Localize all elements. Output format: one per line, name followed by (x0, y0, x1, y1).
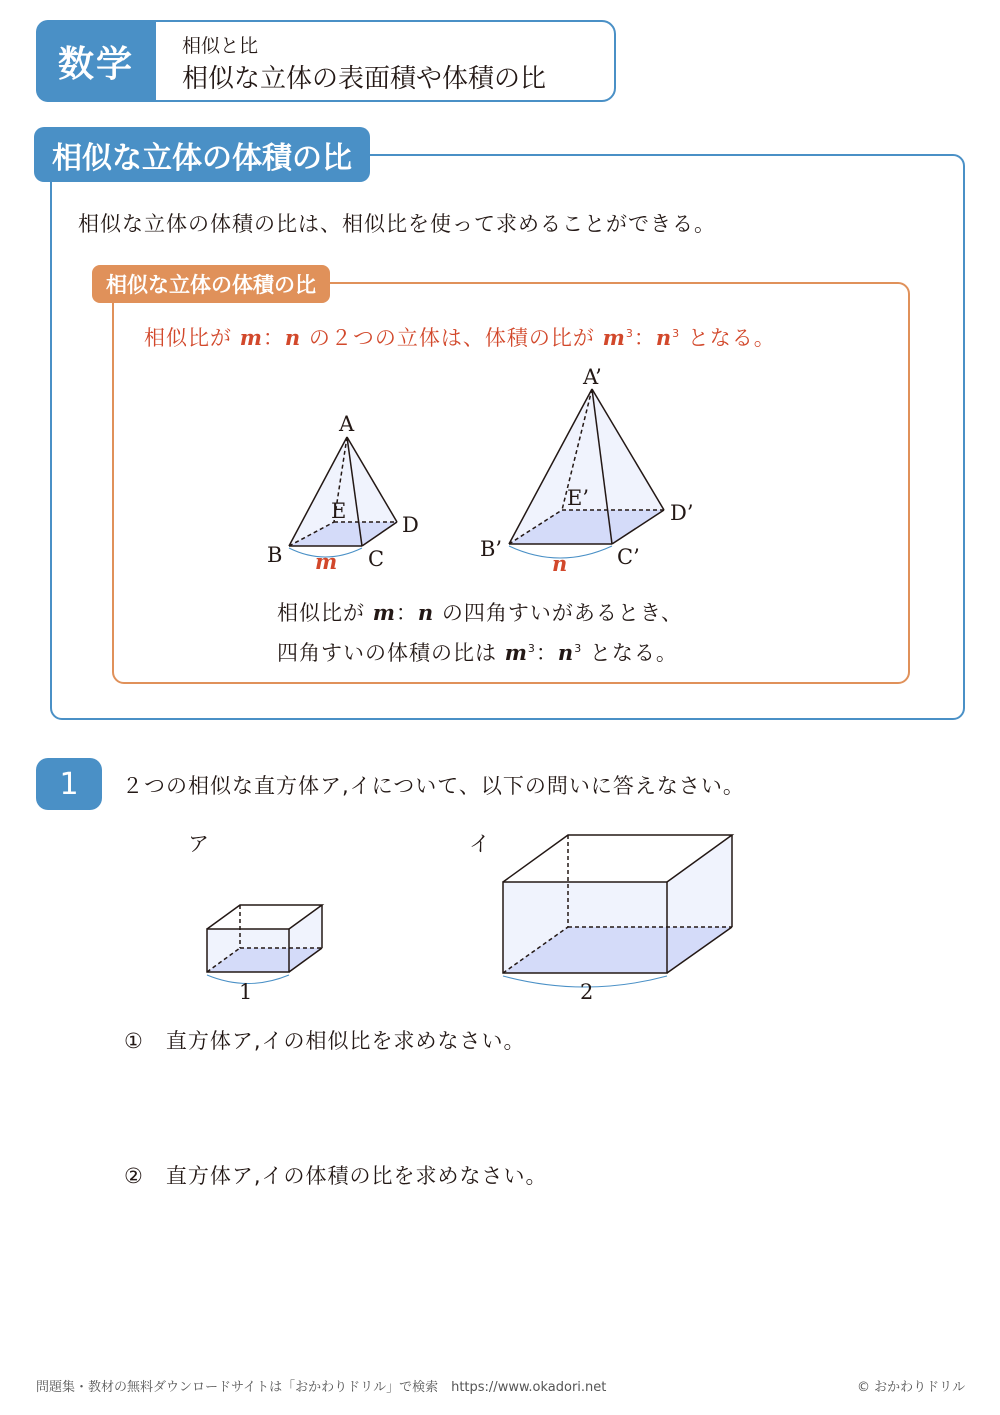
label-B: B (267, 543, 283, 567)
box-a-edge-label: 1 (239, 980, 253, 1004)
box-i-edge-label: 2 (580, 980, 594, 1004)
small-pyramid (289, 437, 397, 557)
box-i (503, 835, 732, 987)
box-a-label: ア (188, 832, 210, 856)
box-i-label: イ (469, 832, 491, 856)
question-text: ２つの相似な直方体ア,イについて、以下の問いに答えなさい。 (122, 774, 745, 798)
page-title: 相似な立体の表面積や体積の比 (182, 64, 547, 94)
sub-question-1: ① 直方体ア,イの相似比を求めなさい。 (124, 1029, 526, 1053)
caption-line-1: 相似比が m：n の四角すいがあるとき、 (277, 600, 684, 625)
label-m: m (315, 549, 338, 574)
label-A: A (339, 412, 355, 436)
caption-line-2: 四角すいの体積の比は $m^3$：$n^3$ となる。 (277, 640, 678, 665)
label-n: n (552, 551, 568, 576)
large-pyramid (509, 389, 664, 558)
rule-text: 相似比が m：n の２つの立体は、体積の比が $m^3$：$n^3$ となる。 (144, 325, 776, 350)
label-C-prime: C’ (617, 545, 640, 569)
label-C: C (368, 547, 385, 571)
box-a (207, 905, 322, 984)
label-A-prime: A’ (583, 365, 602, 389)
label-B-prime: B’ (480, 537, 503, 561)
footer-right: © おかわりドリル (857, 1380, 966, 1395)
label-D-prime: D’ (670, 501, 694, 525)
section-title: 相似な立体の体積の比 (34, 127, 370, 182)
unit-name: 相似と比 (182, 35, 259, 57)
label-E: E (331, 499, 347, 523)
label-E-prime: E’ (567, 486, 590, 510)
subject-badge: 数学 (36, 20, 156, 102)
question-number: 1 (36, 758, 102, 810)
label-D: D (402, 513, 419, 537)
footer-left: 問題集・教材の無料ダウンロードサイトは「おかわりドリル」で検索 https://www.okadori.net (36, 1380, 607, 1395)
point-title: 相似な立体の体積の比 (92, 265, 330, 303)
section-intro: 相似な立体の体積の比は、相似比を使って求めることができる。 (78, 212, 716, 236)
sub-question-2: ② 直方体ア,イの体積の比を求めなさい。 (124, 1164, 548, 1188)
